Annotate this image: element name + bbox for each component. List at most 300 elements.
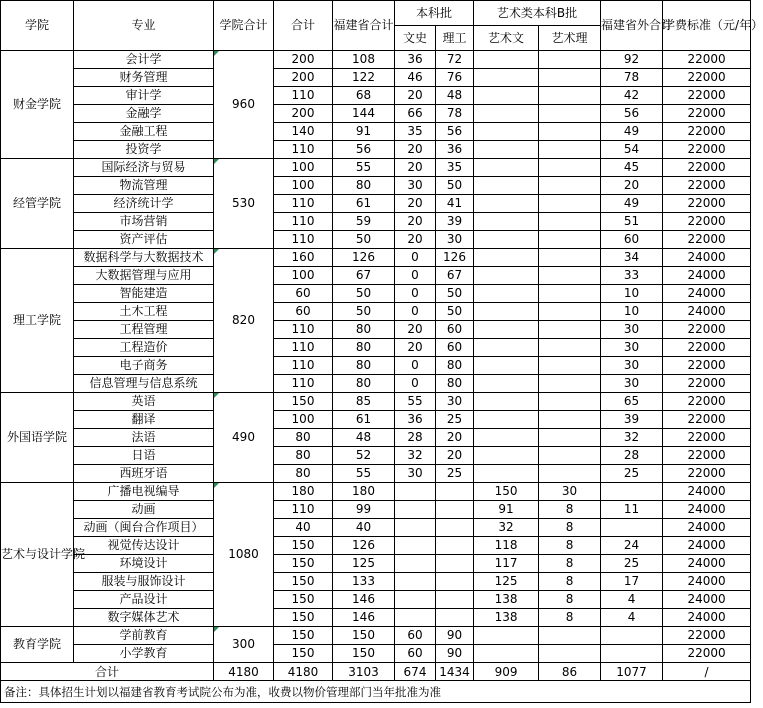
table-row [1,177,751,195]
fujian-cell: 68 [333,87,395,105]
major-cell: 大数据管理与应用 [74,267,214,285]
fee-cell: 24000 [663,573,751,591]
fee-cell: 22000 [663,447,751,465]
table-row [1,375,751,393]
wenshi-cell: 28 [395,429,436,447]
fujian-cell: 52 [333,447,395,465]
totals-art-wen: 909 [474,663,539,681]
fujian-cell: 85 [333,393,395,411]
art-li-cell: 8 [539,501,601,519]
art-wen-cell [474,447,539,465]
outside-cell: 54 [601,141,663,159]
table-row [1,537,751,555]
fujian-cell: 80 [333,357,395,375]
art-wen-cell [474,123,539,141]
outside-cell: 51 [601,213,663,231]
total-cell: 100 [274,177,333,195]
art-wen-cell [474,429,539,447]
major-cell: 金融学 [74,105,214,123]
wenshi-cell: 66 [395,105,436,123]
outside-cell: 30 [601,375,663,393]
wenshi-cell: 20 [395,87,436,105]
wenshi-cell: 30 [395,465,436,483]
wenshi-cell: 0 [395,267,436,285]
fujian-cell: 59 [333,213,395,231]
table-row [1,231,751,249]
fujian-cell: 146 [333,591,395,609]
art-li-cell [539,249,601,267]
major-cell: 市场营销 [74,213,214,231]
college-name: 经管学院 [1,159,74,249]
table-row [1,105,751,123]
ligong-cell [436,555,474,573]
outside-cell: 45 [601,159,663,177]
college-total: 960 [214,51,274,159]
college-name: 理工学院 [1,249,74,393]
ligong-cell: 126 [436,249,474,267]
art-wen-cell [474,285,539,303]
ligong-cell: 50 [436,285,474,303]
ligong-cell [436,609,474,627]
totals-outside: 1077 [601,663,663,681]
table-row [1,249,751,267]
total-cell: 150 [274,627,333,645]
art-wen-cell [474,159,539,177]
art-li-cell [539,231,601,249]
outside-cell [601,645,663,663]
art-li-cell [539,195,601,213]
totals-fujian: 3103 [333,663,395,681]
total-cell: 140 [274,123,333,141]
wenshi-cell [395,483,436,501]
ligong-cell [436,573,474,591]
outside-cell: 39 [601,411,663,429]
ligong-cell [436,537,474,555]
ligong-cell [436,501,474,519]
major-cell: 工程管理 [74,321,214,339]
ligong-cell: 39 [436,213,474,231]
major-cell: 日语 [74,447,214,465]
fee-cell: 22000 [663,177,751,195]
major-cell: 英语 [74,393,214,411]
fujian-cell: 150 [333,627,395,645]
table-row [1,645,751,663]
ligong-cell: 90 [436,627,474,645]
art-li-cell: 30 [539,483,601,501]
ligong-cell: 48 [436,87,474,105]
table-row [1,87,751,105]
major-cell: 翻译 [74,411,214,429]
total-cell: 150 [274,393,333,411]
art-li-cell [539,465,601,483]
major-cell: 数字媒体艺术 [74,609,214,627]
fee-cell: 22000 [663,339,751,357]
table-row [1,69,751,87]
fujian-cell: 80 [333,375,395,393]
outside-cell: 17 [601,573,663,591]
outside-cell: 28 [601,447,663,465]
fee-cell: 22000 [663,375,751,393]
table-row [1,213,751,231]
art-wen-cell [474,51,539,69]
art-li-cell [539,123,601,141]
table-row [1,303,751,321]
ligong-cell: 25 [436,411,474,429]
total-cell: 110 [274,501,333,519]
outside-cell: 4 [601,609,663,627]
total-cell: 110 [274,339,333,357]
college-total: 300 [214,627,274,663]
outside-cell: 65 [601,393,663,411]
college-name: 教育学院 [1,627,74,663]
ligong-cell: 90 [436,645,474,663]
fee-cell: 24000 [663,249,751,267]
outside-cell: 30 [601,339,663,357]
college-name: 外国语学院 [1,393,74,483]
art-li-cell [539,339,601,357]
college-total: 490 [214,393,274,483]
outside-cell: 33 [601,267,663,285]
total-cell: 100 [274,411,333,429]
table-row [1,627,751,645]
fujian-cell: 61 [333,411,395,429]
art-li-cell [539,213,601,231]
outside-cell: 56 [601,105,663,123]
major-cell: 动画（闽台合作项目） [74,519,214,537]
outside-cell: 10 [601,285,663,303]
art-wen-cell [474,213,539,231]
header-total: 合计 [274,1,333,51]
ligong-cell: 20 [436,429,474,447]
outside-cell: 4 [601,591,663,609]
art-wen-cell [474,195,539,213]
wenshi-cell [395,591,436,609]
art-li-cell [539,429,601,447]
total-cell: 100 [274,267,333,285]
art-li-cell [539,375,601,393]
header-fee: 学费标准（元/年） [663,1,751,51]
fujian-cell: 91 [333,123,395,141]
art-wen-cell [474,321,539,339]
wenshi-cell: 0 [395,285,436,303]
outside-cell [601,483,663,501]
fujian-cell: 55 [333,465,395,483]
art-wen-cell [474,267,539,285]
fujian-cell: 180 [333,483,395,501]
table-row [1,429,751,447]
major-cell: 视觉传达设计 [74,537,214,555]
total-cell: 150 [274,555,333,573]
art-li-cell [539,321,601,339]
outside-cell: 49 [601,123,663,141]
wenshi-cell: 36 [395,51,436,69]
ligong-cell: 67 [436,267,474,285]
art-wen-cell: 138 [474,609,539,627]
ligong-cell: 72 [436,51,474,69]
fujian-cell: 56 [333,141,395,159]
fujian-cell: 133 [333,573,395,591]
fujian-cell: 108 [333,51,395,69]
table-row [1,555,751,573]
fee-cell: 24000 [663,609,751,627]
totals-wenshi: 674 [395,663,436,681]
total-cell: 60 [274,285,333,303]
total-cell: 110 [274,375,333,393]
major-cell: 土木工程 [74,303,214,321]
table-row [1,159,751,177]
art-wen-cell [474,69,539,87]
college-name: 财金学院 [1,51,74,159]
outside-cell: 20 [601,177,663,195]
art-wen-cell: 138 [474,591,539,609]
table-row [1,411,751,429]
table-row [1,123,751,141]
art-wen-cell [474,249,539,267]
table-row [1,573,751,591]
total-cell: 150 [274,609,333,627]
totals-art-li: 86 [539,663,601,681]
ligong-cell: 30 [436,231,474,249]
wenshi-cell: 20 [395,321,436,339]
ligong-cell [436,591,474,609]
table-row [1,609,751,627]
wenshi-cell: 0 [395,375,436,393]
wenshi-cell [395,555,436,573]
header-major: 专业 [74,1,214,51]
art-wen-cell [474,339,539,357]
fee-cell: 24000 [663,501,751,519]
total-cell: 80 [274,429,333,447]
fujian-cell: 48 [333,429,395,447]
fee-cell: 22000 [663,141,751,159]
outside-cell [601,519,663,537]
table-header [1,1,763,51]
major-cell: 资产评估 [74,231,214,249]
fee-cell: 22000 [663,465,751,483]
outside-cell: 49 [601,195,663,213]
ligong-cell [436,483,474,501]
art-li-cell [539,267,601,285]
ligong-cell: 60 [436,321,474,339]
fee-cell: 22000 [663,195,751,213]
major-cell: 国际经济与贸易 [74,159,214,177]
wenshi-cell: 36 [395,411,436,429]
ligong-cell: 41 [436,195,474,213]
wenshi-cell: 30 [395,177,436,195]
ligong-cell: 78 [436,105,474,123]
total-cell: 150 [274,573,333,591]
major-cell: 工程造价 [74,339,214,357]
fujian-cell: 50 [333,231,395,249]
major-cell: 物流管理 [74,177,214,195]
major-cell: 投资学 [74,141,214,159]
ligong-cell: 56 [436,123,474,141]
fee-cell: 22000 [663,231,751,249]
wenshi-cell: 0 [395,249,436,267]
art-wen-cell [474,177,539,195]
total-cell: 40 [274,519,333,537]
total-cell: 110 [274,321,333,339]
header-art-wen: 艺术文 [474,26,539,51]
major-cell: 西班牙语 [74,465,214,483]
outside-cell: 34 [601,249,663,267]
art-wen-cell [474,87,539,105]
total-cell: 80 [274,447,333,465]
art-wen-cell [474,627,539,645]
college-total: 820 [214,249,274,393]
wenshi-cell: 60 [395,627,436,645]
total-cell: 110 [274,87,333,105]
total-cell: 150 [274,591,333,609]
major-cell: 电子商务 [74,357,214,375]
header-outside-total: 福建省外合计 [601,1,663,51]
wenshi-cell: 20 [395,231,436,249]
major-cell: 审计学 [74,87,214,105]
wenshi-cell: 60 [395,645,436,663]
ligong-cell: 35 [436,159,474,177]
total-cell: 110 [274,195,333,213]
wenshi-cell [395,573,436,591]
header-benke: 本科批 [395,1,474,26]
fujian-cell: 80 [333,177,395,195]
outside-cell: 42 [601,87,663,105]
fee-cell: 24000 [663,483,751,501]
wenshi-cell: 20 [395,339,436,357]
college-name: 艺术与设计学院 [1,483,74,627]
totals-total: 4180 [274,663,333,681]
table-row [1,483,751,501]
fee-cell: 22000 [663,123,751,141]
art-wen-cell [474,465,539,483]
art-wen-cell [474,357,539,375]
art-li-cell [539,447,601,465]
fee-cell: 22000 [663,321,751,339]
header-art-li: 艺术理 [539,26,601,51]
fujian-cell: 150 [333,645,395,663]
fee-cell: 22000 [663,105,751,123]
art-wen-cell [474,375,539,393]
fujian-cell: 126 [333,537,395,555]
wenshi-cell [395,609,436,627]
outside-cell: 60 [601,231,663,249]
header-college: 学院 [1,1,74,51]
wenshi-cell: 20 [395,195,436,213]
ligong-cell: 60 [436,339,474,357]
total-cell: 110 [274,357,333,375]
major-cell: 会计学 [74,51,214,69]
totals-ligong: 1434 [436,663,474,681]
table-row [1,51,751,69]
table-row [1,501,751,519]
ligong-cell: 50 [436,303,474,321]
table-row [1,357,751,375]
ligong-cell: 76 [436,69,474,87]
art-li-cell [539,69,601,87]
art-li-cell: 8 [539,537,601,555]
fee-cell: 22000 [663,429,751,447]
wenshi-cell: 46 [395,69,436,87]
footnote: 备注：具体招生计划以福建省教育考试院公布为准，收费以物价管理部门当年批准为准 [1,681,751,703]
major-cell: 数据科学与大数据技术 [74,249,214,267]
total-cell: 80 [274,465,333,483]
art-wen-cell [474,141,539,159]
wenshi-cell: 20 [395,159,436,177]
art-wen-cell: 117 [474,555,539,573]
totals-fee: / [663,663,751,681]
table-row [1,591,751,609]
major-cell: 智能建造 [74,285,214,303]
fee-cell: 22000 [663,213,751,231]
fee-cell: 22000 [663,51,751,69]
table-row [1,285,751,303]
header-art-b: 艺术类本科B批 [474,1,601,26]
total-cell: 150 [274,537,333,555]
fujian-cell: 61 [333,195,395,213]
art-wen-cell [474,105,539,123]
totals-label: 合计 [1,663,214,681]
ligong-cell: 20 [436,447,474,465]
fujian-cell: 50 [333,285,395,303]
art-li-cell: 8 [539,555,601,573]
total-cell: 200 [274,51,333,69]
fujian-cell: 99 [333,501,395,519]
major-cell: 学前教育 [74,627,214,645]
table-row [1,339,751,357]
wenshi-cell: 55 [395,393,436,411]
wenshi-cell: 0 [395,303,436,321]
college-total: 1080 [214,483,274,627]
fujian-cell: 80 [333,339,395,357]
art-li-cell [539,411,601,429]
major-cell: 小学教育 [74,645,214,663]
fee-cell: 24000 [663,267,751,285]
art-wen-cell [474,231,539,249]
total-cell: 200 [274,105,333,123]
outside-cell [601,627,663,645]
ligong-cell: 80 [436,375,474,393]
table-row [1,519,751,537]
art-li-cell [539,393,601,411]
major-cell: 广播电视编导 [74,483,214,501]
art-wen-cell [474,411,539,429]
art-li-cell [539,159,601,177]
fujian-cell: 125 [333,555,395,573]
major-cell: 动画 [74,501,214,519]
art-wen-cell: 118 [474,537,539,555]
total-cell: 160 [274,249,333,267]
art-wen-cell [474,303,539,321]
art-li-cell: 8 [539,519,601,537]
header-college-total: 学院合计 [214,1,274,51]
art-wen-cell: 91 [474,501,539,519]
major-cell: 环境设计 [74,555,214,573]
art-li-cell: 8 [539,591,601,609]
header-wenshi: 文史 [395,26,436,51]
major-cell: 产品设计 [74,591,214,609]
fee-cell: 22000 [663,393,751,411]
outside-cell: 25 [601,555,663,573]
total-cell: 180 [274,483,333,501]
fujian-cell: 55 [333,159,395,177]
fujian-cell: 80 [333,321,395,339]
art-li-cell [539,141,601,159]
fujian-cell: 40 [333,519,395,537]
art-wen-cell: 125 [474,573,539,591]
fee-cell: 24000 [663,285,751,303]
fee-cell: 22000 [663,627,751,645]
totals-row [1,663,751,681]
major-cell: 财务管理 [74,69,214,87]
